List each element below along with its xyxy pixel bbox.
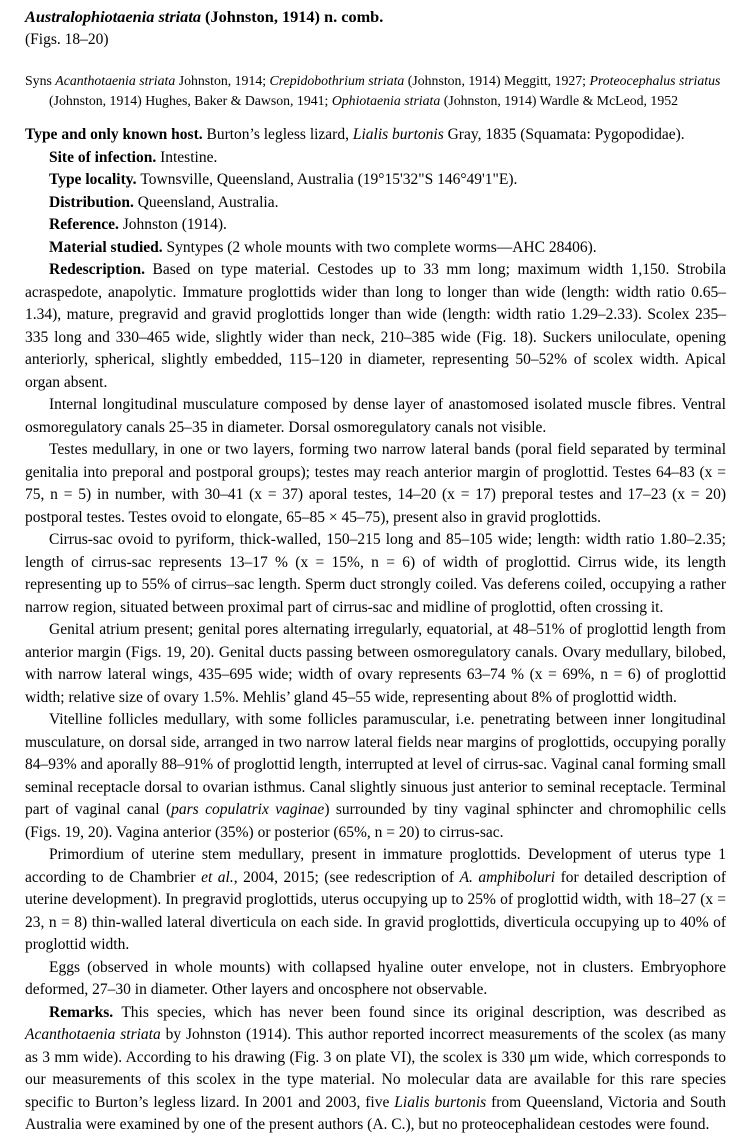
genital-atrium: [25, 619, 726, 709]
uterus-run: , 2004, 2015; (see redescription of: [233, 868, 460, 886]
species-title-run: (Johnston, 1914) n. comb.: [200, 7, 384, 26]
vitelline: [25, 709, 726, 844]
synonyms-run: (Johnston, 1914) Meggitt, 1927;: [404, 73, 590, 88]
site-of-infection-run: Site of infection.: [49, 148, 161, 166]
uterus-run: Primordium of uterine stem medullary, present in immature proglottids. Development of uterus type 1 according to de Chambrier: [25, 846, 726, 886]
eggs-run: Eggs (observed in whole mounts) with collapsed hyaline outer envelope, not in clusters. Embryophore deformed, 27–30 in diameter. Other layers and oncosphere not observable.: [25, 958, 726, 998]
remarks-run: Remarks.: [49, 1003, 122, 1021]
synonyms-run: (Johnston, 1914) Hughes, Baker & Dawson, 1941;: [49, 92, 332, 108]
testes-run: Testes medullary, in one or two layers, forming two narrow lateral bands (poral field separated by terminal genitalia into preporal and postporal groups); testes may reach anterior margin of proglottid. Testes 64–83 (x = 75, n = 5) in number, with 30–41 (x = 37) aporal testes, 14–20 (x = 17) preporal testes and 17–23 (x = 20) postporal testes. Testes ovoid to elongate, 65–85 × 45–75), present also in gravid proglottids.: [25, 441, 726, 526]
vitelline-run: pars copulatrix vaginae: [171, 801, 325, 818]
type-host-run: Type and only known host.: [25, 126, 207, 143]
testes: [25, 439, 726, 529]
reference-run: Johnston (1914).: [122, 216, 227, 233]
figures-ref: [25, 29, 726, 52]
site-of-infection-run: Intestine.: [160, 148, 218, 166]
distribution: [25, 192, 726, 215]
remarks-run: from Queensland, Victoria and South Australia were examined by one of the present authors (A. C.), but no proteocephalidean cestodes were found.: [25, 1093, 726, 1133]
type-host-run: Burton’s legless lizard,: [206, 126, 353, 143]
cirrus-sac: [25, 529, 726, 619]
type-locality-run: Townsville, Queensland, Australia (19°15'32"S 146°49'1"E).: [140, 171, 518, 188]
species-title-run: Australophiotaenia striata: [25, 7, 201, 26]
redescription: [25, 259, 726, 394]
musculature: [25, 394, 726, 439]
material-studied-run: Syntypes (2 whole mounts with two complete worms—AHC 28406).: [166, 238, 597, 256]
reference: [25, 214, 726, 237]
species-title: [25, 6, 726, 29]
redescription-run: Based on type material. Cestodes up to 33 mm long; maximum width 1,150. Strobila acraspedote, anapolytic. Immature proglottids wider than long to longer than wide (length: width ratio 0.65–1.34), mature, pregravid and gravid proglottids longer than wide (length: width ratio 1.29–2.33). Scolex 235–335 long and 330–465 wide, slightly wider than neck, 210–385 wide (Fig. 18). Suckers uniloculate, opening anteriorly, spherical, slightly embedded, 115–120 in diameter, representing 50–52% of scolex width. Apical organ absent.: [25, 261, 726, 391]
remarks-run: Lialis burtonis: [394, 1093, 487, 1111]
type-host-run: Lialis burtonis: [352, 126, 444, 143]
remarks-run: by Johnston (1914). This author reported incorrect measurements of the scolex (as many as 3 mm wide). According to his drawing (Fig. 3 on plate VI), the scolex is 330 μm wide, which corresponds to our measurements of this scolex in the type material. No molecular data are available for this rare species specific to Burton’s legless lizard. In 2001 and 2003, five: [25, 1026, 726, 1111]
figures-ref-run: (Figs. 18–20): [25, 30, 109, 48]
uterus-run: et al.: [201, 868, 234, 886]
synonyms-run: Acanthotaenia striata: [55, 73, 176, 88]
site-of-infection: [25, 147, 726, 170]
synonyms-run: Crepidobothrium striata: [269, 73, 405, 88]
remarks-run: Acanthotaenia striata: [25, 1026, 161, 1043]
distribution-run: Distribution.: [49, 193, 138, 211]
distribution-run: Queensland, Australia.: [137, 193, 279, 211]
article-body: [25, 6, 726, 1137]
synonyms-run: Ophiotaenia striata: [331, 92, 441, 108]
uterus-run: A. amphiboluri: [459, 868, 556, 886]
synonyms-run: Proteocephalus striatus: [589, 73, 721, 88]
type-locality-run: Type locality.: [49, 171, 141, 188]
material-studied: [25, 237, 726, 260]
uterus: [25, 844, 726, 957]
vitelline-run: ) surrounded by tiny vaginal sphincter and chromophilic cells (Figs. 19, 20). Vagina anterior (35%) or posterior (65%, n = 20) to cirrus-sac.: [25, 801, 726, 841]
remarks: [25, 1002, 726, 1137]
type-host-run: Gray, 1835 (Squamata: Pygopodidae).: [443, 126, 685, 143]
material-studied-run: Material studied.: [49, 238, 167, 256]
synonyms: [25, 71, 726, 110]
reference-run: Reference.: [49, 216, 123, 233]
uterus-run: for detailed description of uterine development). In pregravid proglottids, uterus occupying up to 25% of proglottid width, with 18–27 (x = 23, n = 8) thin-walled lateral diverticula on each side. In gravid proglottids, diverticula occupying up to 40% of proglottid width.: [25, 868, 727, 953]
cirrus-sac-run: Cirrus-sac ovoid to pyriform, thick-walled, 150–215 long and 85–105 wide; length: width ratio 1.80–2.35; length of cirrus-sac represents 13–17 % (x = 15%, n = 6) of width of proglottid. Cirrus wide, its length representing up to 55% of cirrus–sac length. Sperm duct strongly coiled. Vas deferens coiled, occupying a rather narrow region, situated between proximal part of cirrus-sac and midline of proglottid, often crossing it.: [25, 531, 726, 616]
redescription-run: Redescription.: [49, 261, 153, 278]
eggs: [25, 957, 726, 1002]
type-host: [25, 124, 726, 147]
type-locality: [25, 169, 726, 192]
remarks-run: This species, which has never been found since its original description, was described as: [121, 1003, 726, 1021]
genital-atrium-run: Genital atrium present; genital pores alternating irregularly, equatorial, at 48–51% of proglottid length from anterior margin (Figs. 19, 20). Genital ducts passing between osmoregulatory canals. Ovary medullary, bilobed, with narrow lateral wings, 435–695 wide; width of ovary represents 63–74 % (x = 69%, n = 6) of proglottid width; relative size of ovary 1.5%. Mehlis’ gland 45–55 wide, representing about 8% of proglottid width.: [25, 621, 726, 706]
synonyms-run: Syns: [25, 73, 56, 88]
synonyms-run: Johnston, 1914;: [175, 73, 270, 88]
musculature-run: Internal longitudinal musculature composed by dense layer of anastomosed isolated muscle fibres. Ventral osmoregulatory canals 25–35 in diameter. Dorsal osmoregulatory canals not visible.: [25, 396, 726, 436]
vitelline-run: Vitelline follicles medullary, with some follicles paramuscular, i.e. penetrating between inner longitudinal musculature, on dorsal side, arranged in two narrow lateral fields near margins of proglottids, occupying porally 84–93% and aporally 88–91% of proglottid length, interrupted at level of cirrus-sac. Vaginal canal forming small seminal receptacle dorsal to ovarian isthmus. Canal slightly sinuous just anterior to seminal receptacle. Terminal part of vaginal canal (: [25, 711, 726, 818]
synonyms-run: (Johnston, 1914) Wardle & McLeod, 1952: [440, 92, 679, 108]
